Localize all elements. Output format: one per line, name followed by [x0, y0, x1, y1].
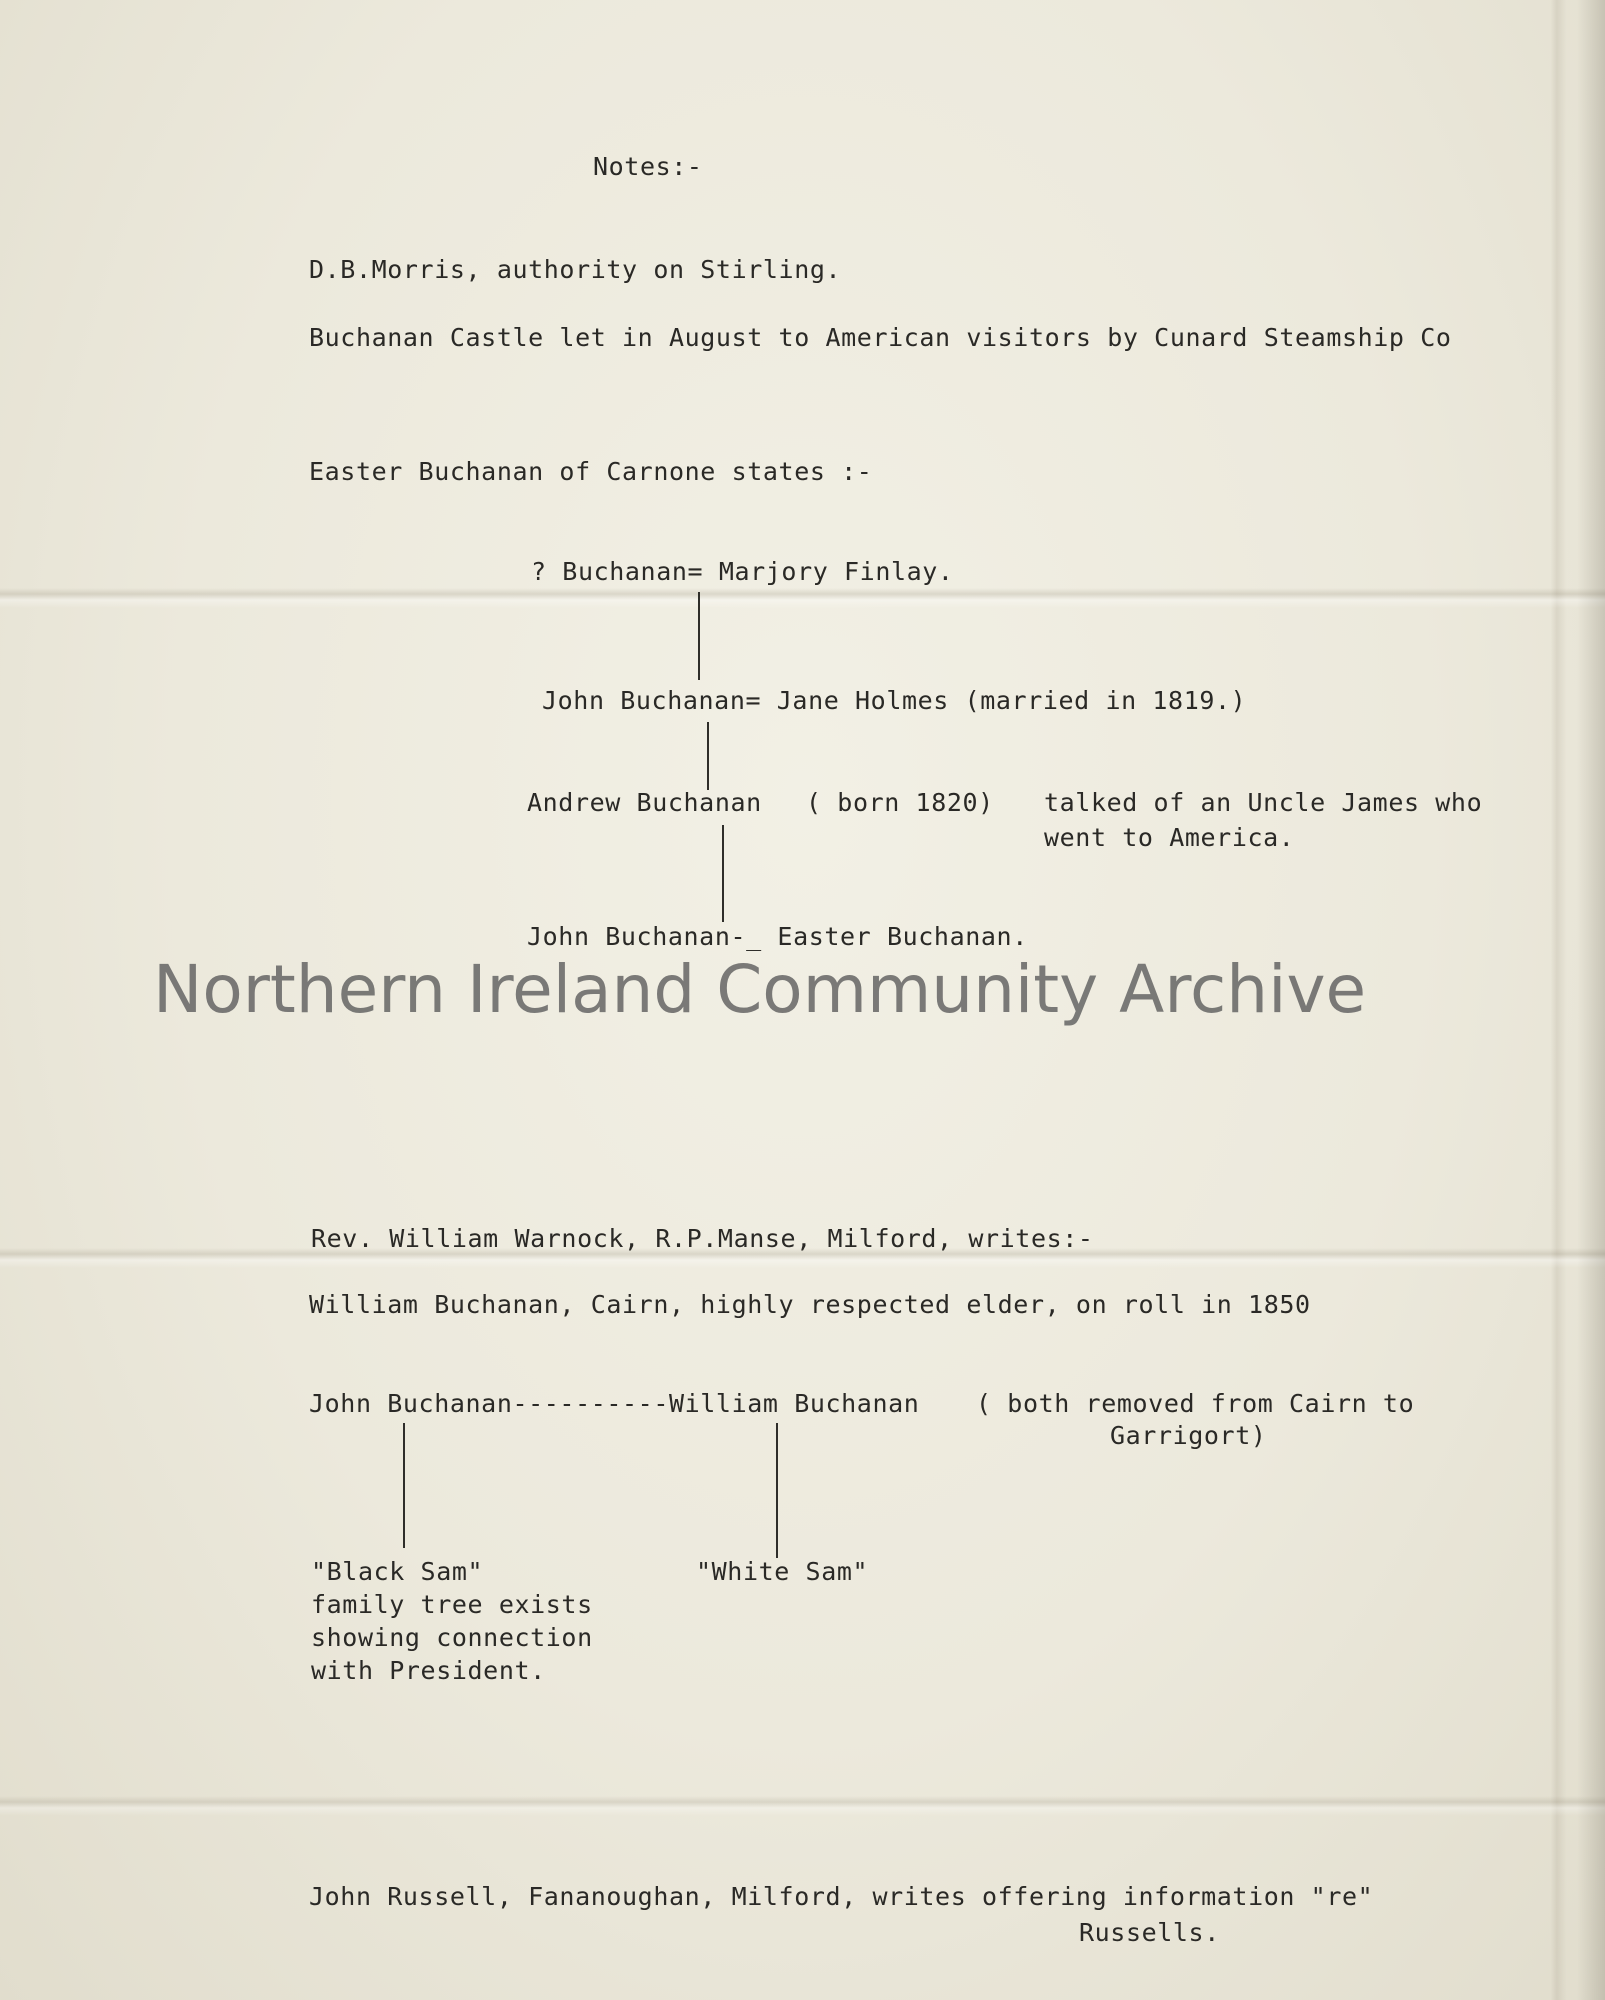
- william-connector: [776, 1423, 778, 1558]
- tree1-generation-2: John Buchanan= Jane Holmes (married in 1819.): [542, 686, 1247, 715]
- white-sam-line: "White Sam": [696, 1557, 869, 1586]
- john-connector: [403, 1423, 405, 1548]
- castle-line: Buchanan Castle let in August to American visitors by Cunard Steamship Co: [309, 323, 1452, 352]
- tree1-generation-1: ? Buchanan= Marjory Finlay.: [531, 557, 954, 586]
- page-edge-shadow: [1577, 0, 1605, 2000]
- black-sam-line-3: showing connection: [311, 1623, 593, 1652]
- tree1-generation-3: Andrew Buchanan: [527, 788, 762, 817]
- black-sam-line-1: "Black Sam": [311, 1557, 484, 1586]
- black-sam-line-2: family tree exists: [311, 1590, 593, 1619]
- morris-line: D.B.Morris, authority on Stirling.: [309, 255, 842, 284]
- tree1-connector-3: [722, 825, 724, 922]
- warnock-intro-line: Rev. William Warnock, R.P.Manse, Milford, writes:-: [311, 1224, 1094, 1253]
- tree1-connector-2: [707, 722, 709, 790]
- tree1-connector-1: [698, 592, 700, 680]
- russell-line-1: John Russell, Fananoughan, Milford, writes offering information "re": [309, 1882, 1374, 1911]
- archive-watermark: Northern Ireland Community Archive: [153, 951, 1367, 1028]
- tree1-generation-4: John Buchanan-_ Easter Buchanan.: [527, 922, 1028, 951]
- removed-line-2: Garrigort): [1110, 1421, 1267, 1450]
- black-sam-line-4: with President.: [311, 1656, 546, 1685]
- easter-intro-line: Easter Buchanan of Carnone states :-: [309, 457, 873, 486]
- removed-line-1: ( both removed from Cairn to: [976, 1389, 1415, 1418]
- brothers-line: John Buchanan----------William Buchanan: [309, 1389, 920, 1418]
- elder-line: William Buchanan, Cairn, highly respected elder, on roll in 1850: [309, 1290, 1311, 1319]
- tree1-generation-3-note-line-1: talked of an Uncle James who: [1044, 788, 1483, 817]
- tree1-generation-3-note-line-2: went to America.: [1044, 823, 1295, 852]
- tree1-generation-3-born: ( born 1820): [806, 788, 994, 817]
- notes-heading: Notes:-: [593, 152, 703, 181]
- russell-line-2: Russells.: [1079, 1918, 1220, 1947]
